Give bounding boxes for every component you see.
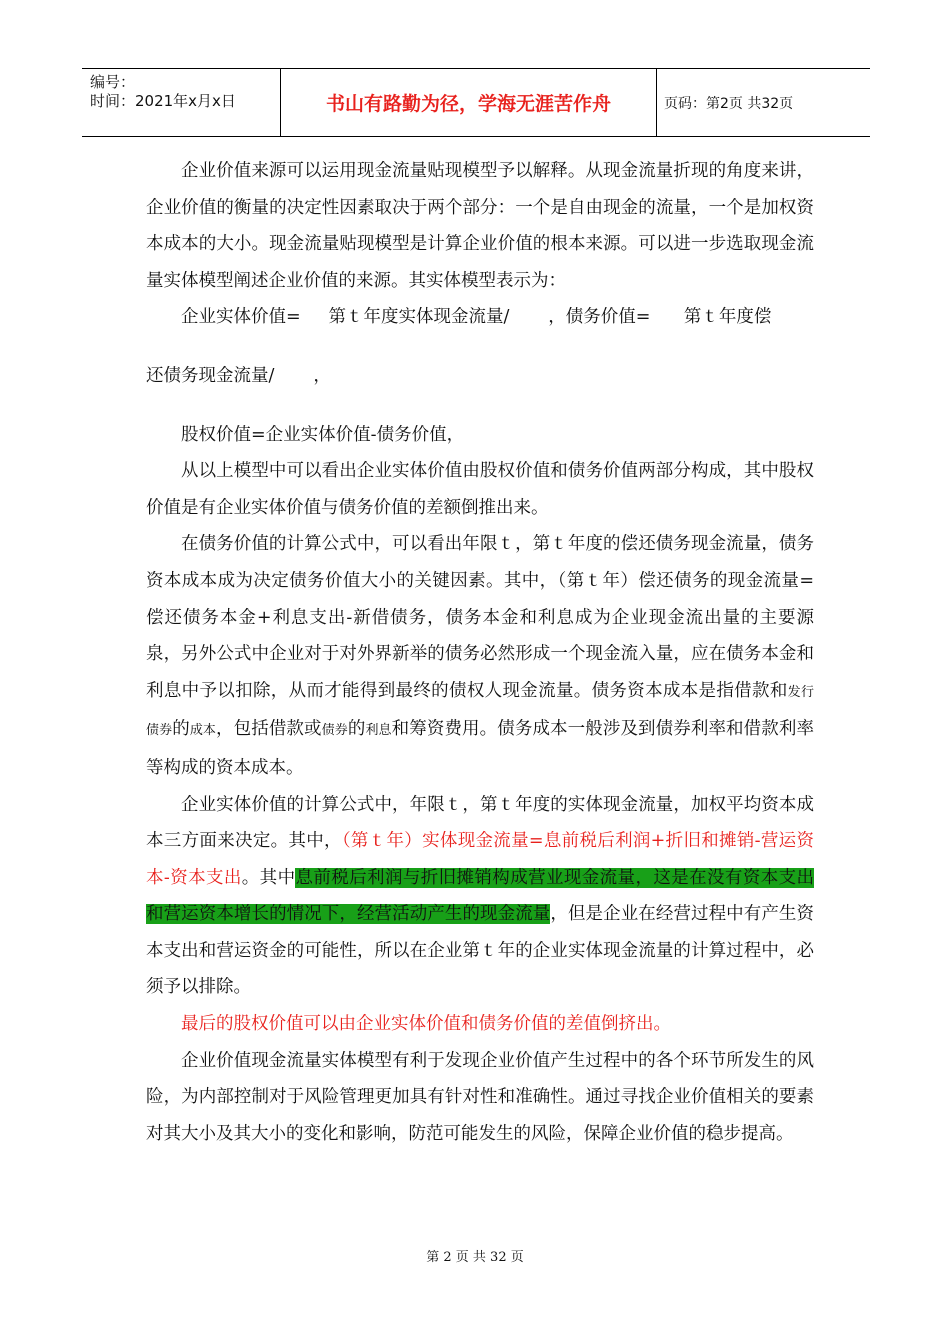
- text-run: ，包括借款或: [216, 719, 322, 740]
- text-run: 的: [172, 719, 190, 740]
- document-body: [146, 153, 814, 1152]
- small-text: 债券: [321, 723, 348, 739]
- page-header: [82, 68, 870, 137]
- header-meta-cell: [82, 69, 281, 136]
- paragraph-equity-derivation: 最后的股权价值可以由企业实体价值和债务价值的差值倒挤出。: [181, 1014, 671, 1035]
- formula-line-1: 企业实体价值= 第ｔ年度实体现金流量/ ，债务价值= 第ｔ年度偿: [181, 307, 772, 328]
- small-text: 成本: [189, 723, 217, 739]
- formula-line-2: 还债务现金流量/ ，: [146, 365, 331, 386]
- time-label: 时间：2021年x月x日: [90, 92, 236, 110]
- text-run: 。其中: [241, 867, 296, 888]
- paragraph-intro: 企业价值来源可以运用现金流量贴现模型予以解释。从现金流量折现的角度来讲，企业价值的衡量的决定性因素取决于两个部分：一个是自由现金的流量，一个是加权资本成本的大小。现金流量贴现模型是计算企业价值的根本来源。可以进一步选取现金流量实体模型阐述企业价值的来源。其实体模型表示为：: [146, 161, 814, 291]
- text-run: 和筹资费用。债务成本一般涉及到债券利率和借款利率等构成的资本成本。: [146, 719, 814, 778]
- paragraph-conclusion: 企业价值现金流量实体模型有利于发现企业价值产生过程中的各个环节所发生的风险，为内部控制对于风险管理更加具有针对性和准确性。通过寻找企业价值相关的要素对其大小及其大小的变化和影响，防范可能发生的风险，保障企业价值的稳步提高。: [146, 1050, 814, 1144]
- red-formula-text: （第ｔ年）实体现金流量=息前税后利润+折旧和摊销-营运资本-资本支出: [146, 831, 814, 888]
- equity-formula: 股权价值=企业实体价值-债务价值，: [181, 424, 465, 445]
- highlighted-text: 息前税后利润与折旧摊销构成营业现金流量，这是在没有资本支出和营运资本增长的情况下，经营活动产生的现金流量: [146, 867, 814, 925]
- small-text: 发行债券: [146, 684, 814, 739]
- text-run: 在债务价值的计算公式中，可以看出年限ｔ，第ｔ年度的偿还债务现金流量，债务资本成本成为决定债务价值大小的关键因素。其中，（第ｔ年）偿还债务的现金流量=偿还债务本金+利息支出-新借债务，债务本金和利息成为企业现金流出量的主要源泉，另外公式中企业对于对外界新举的债务必然形成一个现金流入量，应在债务本金和利息中予以扣除，从而才能得到最终的债权人现金流量。债务资本成本是指借款和: [146, 534, 814, 701]
- page-footer: 第 2 页 共 32 页: [426, 1250, 524, 1265]
- small-text: 利息: [365, 723, 392, 739]
- paragraph-composition: 从以上模型中可以看出企业实体价值由股权价值和债务价值两部分构成，其中股权价值是有企业实体价值与债务价值的差额倒推出来。: [146, 461, 814, 518]
- motto: 书山有路勤为径，学海无涯苦作舟: [281, 69, 657, 136]
- text-run: 企业实体价值的计算公式中，年限ｔ，第ｔ年度的实体现金流量，加权平均资本成本三方面来决定。其中，: [146, 794, 814, 852]
- page-info: 页码：第2页 共32页: [664, 95, 794, 112]
- code-label: 编号：: [90, 73, 136, 91]
- text-run: ，但是企业在经营过程中有产生资本支出和营运资金的可能性，所以在企业第ｔ年的企业实体现金流量的计算过程中，必须予以排除。: [146, 904, 815, 998]
- text-run: 的: [347, 719, 366, 740]
- paragraph-entity-value: [146, 787, 814, 1007]
- paragraph-debt-value: [146, 526, 814, 786]
